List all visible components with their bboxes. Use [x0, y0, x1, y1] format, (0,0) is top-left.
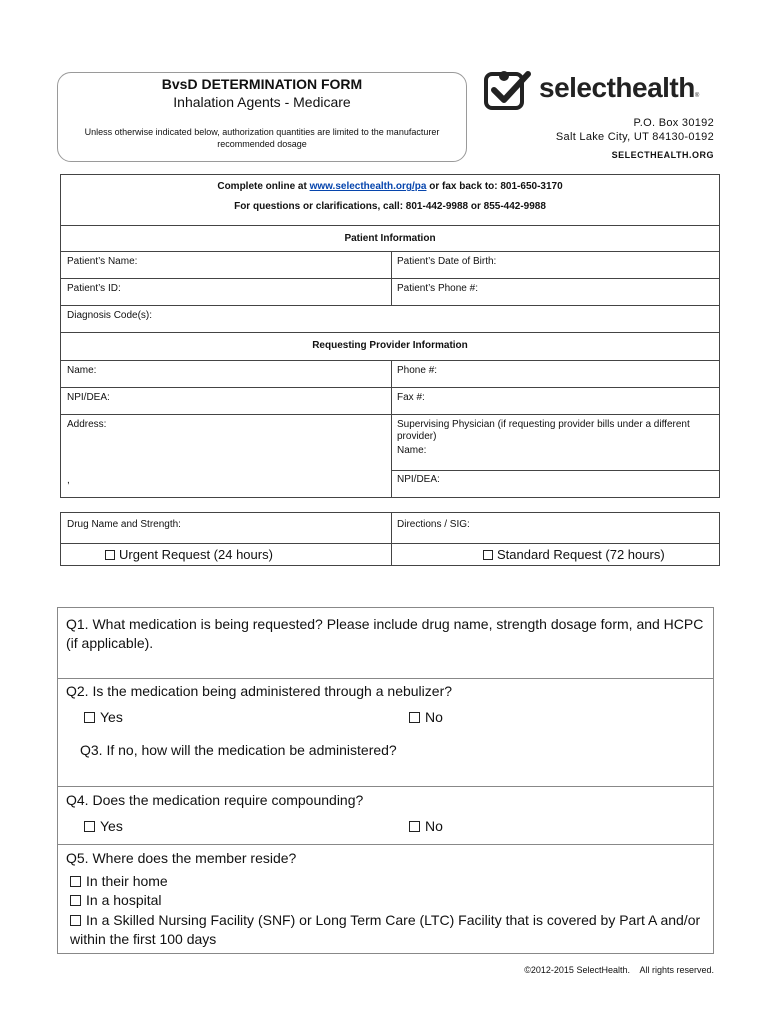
contact-line-1: Complete online at www.selecthealth.org/pa or fax back to: 801-650-3170 [217, 181, 563, 192]
patient-id-field[interactable]: Patient’s ID: [67, 283, 121, 294]
q2-yes-option[interactable]: Yes [84, 709, 123, 725]
provider-info-heading: Requesting Provider Information [312, 340, 468, 351]
address-comma: , [67, 475, 70, 486]
contact-section [60, 174, 720, 226]
q5-home-option[interactable]: In their home [70, 873, 168, 889]
q4-yes-option[interactable]: Yes [84, 818, 123, 834]
copyright-footer: ©2012-2015 SelectHealth. All rights reserved. [524, 965, 714, 975]
q4-no-checkbox[interactable] [409, 821, 420, 832]
standard-checkbox[interactable] [483, 550, 493, 560]
patient-info-header [60, 225, 720, 252]
q5-home-checkbox[interactable] [70, 876, 81, 887]
address-line-1: P.O. Box 30192 [633, 117, 714, 129]
patient-name-field[interactable]: Patient’s Name: [67, 256, 138, 267]
q5-hospital-checkbox[interactable] [70, 895, 81, 906]
question-5: Q5. Where does the member reside? [66, 850, 297, 866]
patient-row-3 [60, 305, 720, 333]
logo-wordmark: selecthealth® [539, 72, 699, 103]
provider-row-2 [60, 387, 720, 415]
provider-npi-field[interactable]: NPI/DEA: [67, 392, 110, 403]
q5-snf-option[interactable]: In a Skilled Nursing Facility (SNF) or Long Term Care (LTC) Facility that is covered by Part A and/or within the first 100 days [70, 912, 701, 947]
patient-info-heading: Patient Information [344, 233, 436, 244]
provider-fax-field[interactable]: Fax #: [397, 392, 425, 403]
supervising-name-field[interactable]: Name: [397, 445, 427, 456]
question-1: Q1. What medication is being requested? Please include drug name, strength dosage form, and HCPC (if applicable). [66, 616, 704, 651]
provider-address-field[interactable]: Address: [67, 419, 107, 430]
address-line-2: Salt Lake City, UT 84130-0192 [555, 131, 714, 143]
supervising-physician-label: Supervising Physician (if requesting provider bills under a different provider) [397, 419, 690, 442]
q5-snf-checkbox[interactable] [70, 915, 81, 926]
standard-request-option[interactable]: Standard Request (72 hours) [483, 547, 665, 562]
q4-no-option[interactable]: No [409, 818, 443, 834]
drug-name-strength-field[interactable]: Drug Name and Strength: [67, 519, 181, 530]
patient-phone-field[interactable]: Patient’s Phone #: [397, 283, 478, 294]
q2-no-checkbox[interactable] [409, 712, 420, 723]
selecthealth-logo-icon [484, 68, 532, 112]
q4-yes-checkbox[interactable] [84, 821, 95, 832]
patient-row-2 [60, 278, 720, 306]
contact-line-2: For questions or clarifications, call: 801-442-9988 or 855-442-9988 [234, 201, 546, 212]
urgent-checkbox[interactable] [105, 550, 115, 560]
provider-row-3 [60, 414, 720, 498]
urgent-request-option[interactable]: Urgent Request (24 hours) [105, 547, 273, 562]
provider-name-field[interactable]: Name: [67, 365, 97, 376]
question-3: Q3. If no, how will the medication be administered? [80, 742, 397, 758]
diagnosis-code-field[interactable]: Diagnosis Code(s): [67, 310, 153, 321]
provider-info-header [60, 332, 720, 361]
online-link[interactable]: www.selecthealth.org/pa [309, 181, 427, 192]
website-label: SELECTHEALTH.ORG [611, 150, 714, 160]
patient-row-1 [60, 251, 720, 279]
question-4: Q4. Does the medication require compounding? [66, 792, 364, 808]
directions-sig-field[interactable]: Directions / SIG: [397, 519, 470, 530]
q2-no-option[interactable]: No [409, 709, 443, 725]
drug-row [60, 512, 720, 544]
request-type-row [60, 543, 720, 566]
form-title: BvsD DETERMINATION FORM [161, 76, 363, 92]
question-2: Q2. Is the medication being administered through a nebulizer? [66, 683, 453, 699]
provider-phone-field[interactable]: Phone #: [397, 365, 438, 376]
form-subtitle: Inhalation Agents - Medicare [173, 94, 351, 110]
q5-hospital-option[interactable]: In a hospital [70, 892, 162, 908]
form-note: Unless otherwise indicated below, authorization quantities are limited to the manufacturer recommended dosage [84, 127, 440, 149]
supervising-npi-field[interactable]: NPI/DEA: [397, 474, 440, 485]
provider-row-1 [60, 360, 720, 388]
q2-yes-checkbox[interactable] [84, 712, 95, 723]
patient-dob-field[interactable]: Patient’s Date of Birth: [397, 256, 497, 267]
